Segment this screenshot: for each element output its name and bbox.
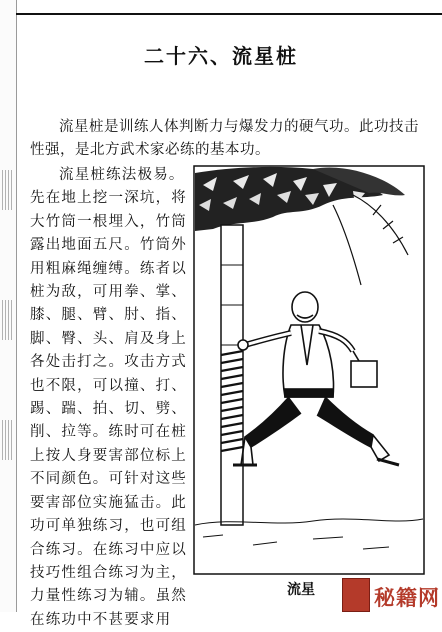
gutter-hatching <box>2 170 13 210</box>
page-title: 二十六、流星桩 <box>144 44 298 68</box>
bamboo-post <box>221 225 243 525</box>
body-paragraph-1: 流星桩练法极易。 <box>59 167 185 183</box>
page-gutter <box>0 0 17 612</box>
watermark: 秘籍网 <box>374 586 440 610</box>
gutter-hatching <box>2 420 13 460</box>
body-column <box>30 164 190 632</box>
illustration <box>193 165 425 575</box>
header-rule <box>16 13 442 15</box>
figure-caption: 流星 <box>287 582 315 598</box>
intro-paragraph: 流星桩是训练人体判断力与爆发力的硬气功。此功技击性强，是北方武术家必练的基本功。 <box>30 119 419 158</box>
gutter-hatching <box>2 300 13 340</box>
body-paragraph-2: 先在地上挖一深坑，将大竹筒一根埋入，竹筒露出地面五尺。竹筒外用粗麻绳缠缚。练者以桩为敌，可用拳、掌、膝、腿、臂、肘、指、脚、臀、头、肩及身上各处击打之。攻击方式也不限，可以撞、打、踢、踹、拍、切、劈、削、拉等。练时可在桩上按人身要害部位标上不同颜色。可针对这些要害部位实施猛击。此功可单独练习，也可组合练习。在练习中应以技巧性组合练习为主，力量性练习为辅。虽然在练功中不甚要求用 <box>30 190 187 628</box>
seal-stamp <box>342 578 370 612</box>
